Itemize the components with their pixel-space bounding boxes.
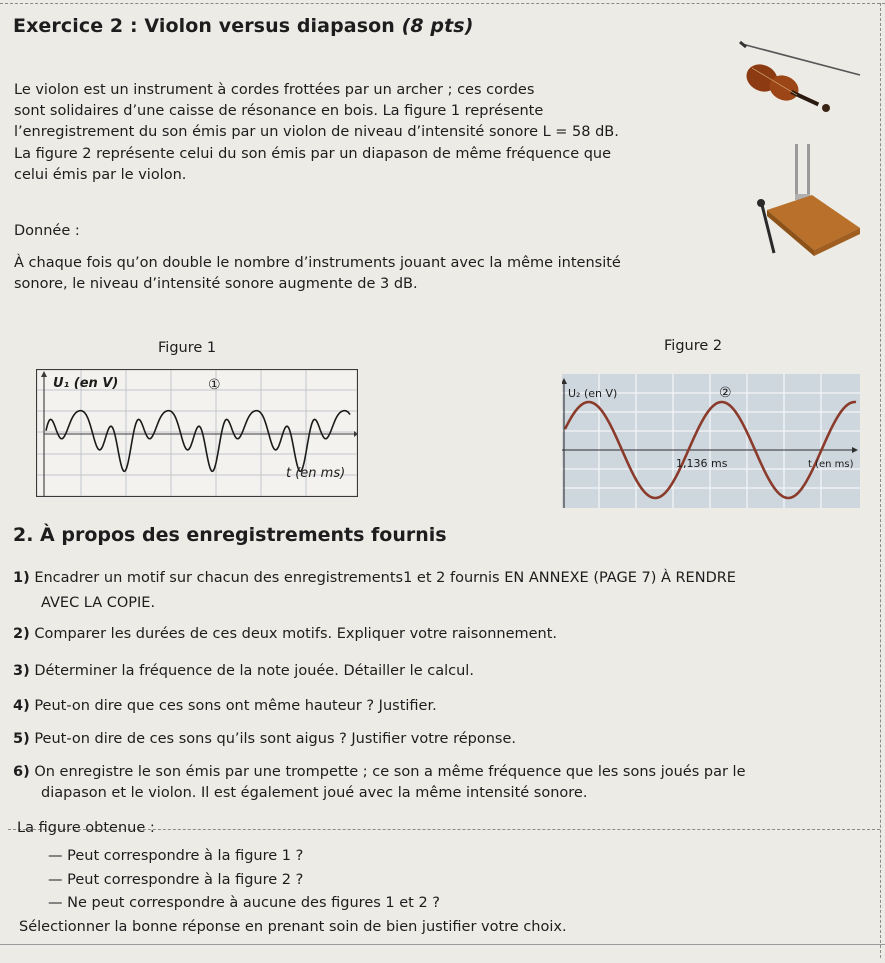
intro-line-4: La figure 2 représente celui du son émis par un diapason de même fréquence que bbox=[14, 146, 612, 162]
question-3-number: 3) bbox=[13, 663, 30, 679]
exercise-title bbox=[13, 15, 474, 37]
question-3-text: Déterminer la fréquence de la note jouée. Détailler le calcul. bbox=[34, 663, 474, 679]
final-instruction: Sélectionner la bonne réponse en prenant soin de bien justifier votre choix. bbox=[19, 919, 567, 935]
figure-2-ylabel: U₂ (en V) bbox=[568, 387, 618, 400]
question-2-number: 2) bbox=[13, 626, 30, 642]
violin-illustration bbox=[722, 38, 867, 123]
title-prefix: Exercice 2 : bbox=[13, 15, 145, 37]
question-2 bbox=[13, 624, 557, 644]
figure-1-xlabel: t (en ms) bbox=[286, 466, 346, 481]
question-1-line-1: Encadrer un motif sur chacun des enregistrements1 et 2 fournis EN ANNEXE (PAGE 7) À RENDRE bbox=[34, 570, 736, 586]
figure-2-graph bbox=[562, 374, 860, 508]
question-5 bbox=[13, 729, 516, 749]
choice-2: — Peut correspondre à la figure 2 ? bbox=[48, 872, 304, 888]
question-1 bbox=[13, 568, 736, 588]
figure-obtained-label: La figure obtenue : bbox=[17, 820, 155, 836]
figure-1-label: Figure 1 bbox=[158, 340, 217, 356]
question-6-line-1: On enregistre le son émis par une trompette ; ce son a même fréquence que les sons joués par le bbox=[34, 764, 746, 780]
question-2-text: Comparer les durées de ces deux motifs. Expliquer votre raisonnement. bbox=[34, 626, 558, 642]
question-4-text: Peut-on dire que ces sons ont même hauteur ? Justifier. bbox=[34, 698, 437, 714]
question-6-number: 6) bbox=[13, 764, 30, 780]
question-6-line-2: diapason et le violon. Il est également joué avec la même intensité sonore. bbox=[41, 785, 588, 801]
intro-line-1: Le violon est un instrument à cordes frottées par un archer ; ces cordes bbox=[14, 82, 535, 98]
question-5-text: Peut-on dire de ces sons qu’ils sont aigus ? Justifier votre réponse. bbox=[34, 731, 516, 747]
right-dashed-border bbox=[880, 3, 881, 958]
intro-line-5: celui émis par le violon. bbox=[14, 167, 187, 183]
question-5-number: 5) bbox=[13, 731, 30, 747]
choice-1: — Peut correspondre à la figure 1 ? bbox=[48, 848, 304, 864]
section-title: 2. À propos des enregistrements fournis bbox=[13, 524, 447, 546]
top-dashed-border bbox=[0, 3, 885, 4]
title-points: (8 pts) bbox=[401, 15, 474, 37]
figure-1-graph bbox=[36, 369, 358, 497]
figure-1-ylabel: U₁ (en V) bbox=[53, 376, 119, 391]
figure-1-marker: ① bbox=[208, 377, 221, 393]
donnee-line-2: sonore, le niveau d’intensité sonore augmente de 3 dB. bbox=[14, 276, 418, 292]
figure-2-label: Figure 2 bbox=[664, 338, 723, 354]
figure-2-annotation: 1,136 ms bbox=[676, 457, 728, 470]
choice-3: — Ne peut correspondre à aucune des figures 1 et 2 ? bbox=[48, 895, 440, 911]
question-3 bbox=[13, 661, 474, 681]
question-4-number: 4) bbox=[13, 698, 30, 714]
bottom-rule bbox=[0, 944, 885, 945]
donnee-label: Donnée : bbox=[14, 223, 80, 239]
question-1-number: 1) bbox=[13, 570, 30, 586]
figure-2-xlabel: t (en ms) bbox=[808, 459, 854, 470]
figure-2-marker: ② bbox=[719, 385, 732, 401]
intro-line-3: l’enregistrement du son émis par un violon de niveau d’intensité sonore L = 58 dB. bbox=[14, 124, 619, 140]
question-4 bbox=[13, 696, 437, 716]
tuning-fork-illustration bbox=[752, 140, 867, 260]
question-1-line-2: AVEC LA COPIE. bbox=[41, 595, 156, 611]
donnee-line-1: À chaque fois qu’on double le nombre d’instruments jouant avec la même intensité bbox=[14, 255, 621, 271]
intro-line-2: sont solidaires d’une caisse de résonance en bois. La figure 1 représente bbox=[14, 103, 544, 119]
question-6 bbox=[13, 762, 746, 782]
title-main: Violon versus diapason bbox=[144, 15, 395, 37]
